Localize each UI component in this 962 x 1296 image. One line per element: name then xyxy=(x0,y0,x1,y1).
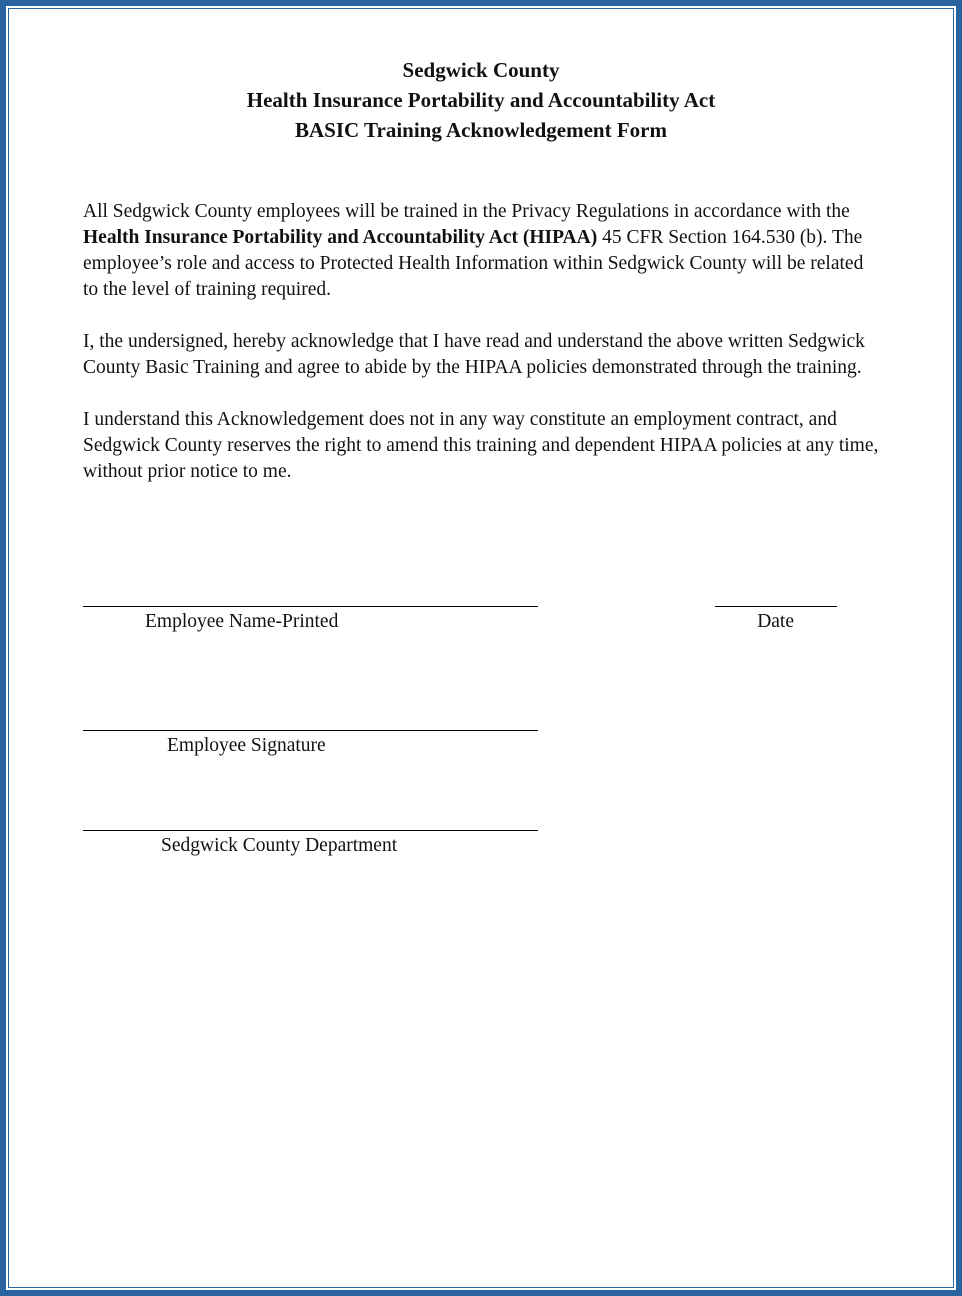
date-label: Date xyxy=(757,611,794,632)
employee-signature-label: Employee Signature xyxy=(167,735,326,756)
paragraph-acknowledgement: I, the undersigned, hereby acknowledge that I have read and understand the above written Sedgwick County Basic Training and agree to abide by the HIPAA policies demonstrated through the training. xyxy=(83,331,865,378)
form-title-line-2: Health Insurance Portability and Accountability Act xyxy=(246,88,716,112)
department-line xyxy=(83,809,538,831)
form-title-line-3: BASIC Training Acknowledgement Form xyxy=(295,118,667,142)
employee-name-label: Employee Name-Printed xyxy=(145,611,339,632)
paragraph-training-policy-pre: All Sedgwick County employees will be trained in the Privacy Regulations in accordance with the xyxy=(83,201,850,222)
employee-name-line xyxy=(83,585,538,607)
form-title xyxy=(83,55,879,145)
form-title-line-1: Sedgwick County xyxy=(402,58,560,82)
name-and-date-row xyxy=(83,585,879,607)
paragraph-training-policy-post: 45 CFR Section 164.530 (b). The employee’s role and access to Protected Health Information within Sedgwick County will be related to the level of training required. xyxy=(83,227,864,300)
document-inner-border xyxy=(8,8,954,1288)
date-line xyxy=(715,585,837,607)
name-and-date-labels xyxy=(83,609,879,635)
paragraph-training-policy-bold-hipaa: Health Insurance Portability and Accountability Act (HIPAA) xyxy=(83,227,598,248)
paragraph-disclaimer: I understand this Acknowledgement does not in any way constitute an employment contract, and Sedgwick County reserves the right to amend this training and dependent HIPAA policies at any time, without prior notice to me. xyxy=(83,409,879,482)
department-row xyxy=(83,809,879,831)
department-label: Sedgwick County Department xyxy=(161,835,398,856)
paragraph-training-policy xyxy=(83,199,879,303)
signature-row xyxy=(83,709,879,731)
signature-section xyxy=(83,585,879,859)
employee-signature-line xyxy=(83,709,538,731)
